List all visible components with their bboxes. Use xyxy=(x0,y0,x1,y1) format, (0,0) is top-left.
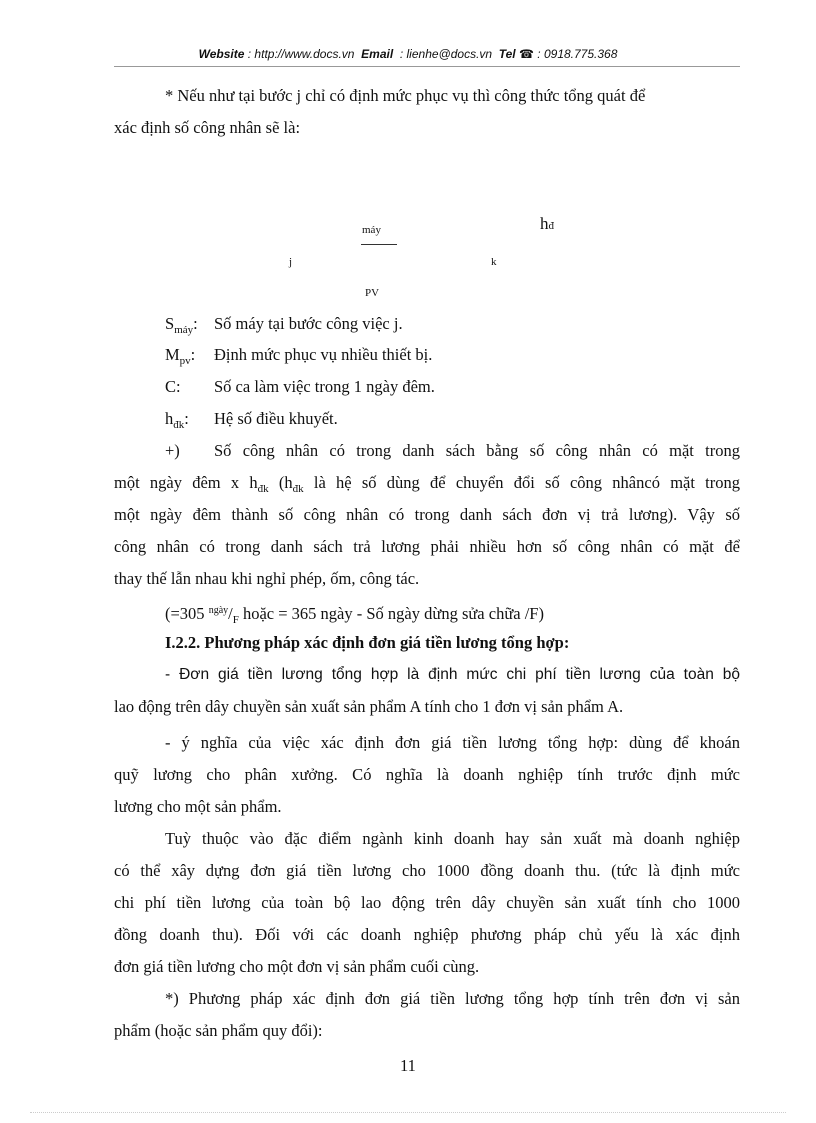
intro-line-2: xác định số công nhân sẽ là: xyxy=(114,118,301,137)
para3-line-5: đơn giá tiền lương cho một đơn vị sản phẩm cuối cùng. xyxy=(114,957,480,976)
header-divider xyxy=(114,66,740,67)
footer-divider xyxy=(30,1112,786,1113)
def-text-c: Số ca làm việc trong 1 ngày đêm. xyxy=(214,377,435,396)
def-text-smay: Số máy tại bước công việc j. xyxy=(214,314,403,333)
note-line-3: một ngày đêm thành số công nhân có trong danh sách đơn vị trả lương). Vậy số xyxy=(114,505,740,524)
para3-line-3: chi phí tiền lương của toàn bộ lao động trên dây chuyền sản xuất tính cho 1000 xyxy=(114,893,740,912)
def-symbol-smay: $S_{máy}$: xyxy=(165,314,198,336)
note-line-4: công nhân có trong danh sách trả lương phải nhiều hơn số công nhân có mặt để xyxy=(114,537,740,556)
para3-line-4: đồng doanh thu). Đối với các doanh nghiệp phương pháp chủ yếu là xác định xyxy=(114,925,740,944)
formula-may: máy xyxy=(362,224,381,236)
def-symbol-mpv: $M_{pv}$: xyxy=(165,345,196,367)
email-value: : lienhe@docs.vn xyxy=(399,47,493,61)
para4-line-2: phẩm (hoặc sản phẩm quy đổi): xyxy=(114,1021,323,1040)
para3-line-1: Tuỳ thuộc vào đặc điểm ngành kinh doanh hay sản xuất mà doanh nghiệp xyxy=(165,829,740,848)
formula-j: j xyxy=(289,256,293,268)
para2-line-3: lương cho một sản phẩm. xyxy=(114,797,282,816)
para3-line-2: có thể xây dựng đơn giá tiền lương cho 1000 đồng doanh thu. (tức là định mức xyxy=(114,861,740,880)
section-title: I.2.2. Phương pháp xác định đơn giá tiền lương tổng hợp: xyxy=(165,633,570,652)
intro-line-1: * Nếu như tại bước j chỉ có định mức phục vụ thì công thức tổng quát để xyxy=(165,86,646,105)
para2-line-2: quỹ lương cho phân xưởng. Có nghĩa là doanh nghiệp tính trước định mức xyxy=(114,765,740,784)
tel-value: : 0918.775.368 xyxy=(537,47,618,61)
page-header xyxy=(0,47,816,61)
tel-label: Tel xyxy=(498,47,516,61)
def-symbol-hdk: $h_{đk}$: xyxy=(165,409,189,431)
formula-k: k xyxy=(491,256,497,268)
phone-icon: ☎ xyxy=(519,47,534,61)
def-text-mpv: Định mức phục vụ nhiều thiết bị. xyxy=(214,345,433,364)
website-label: Website xyxy=(198,47,245,61)
def-text-hdk: Hệ số điều khuyết. xyxy=(214,409,338,428)
para1-line-2: lao động trên dây chuyền sản xuất sản phẩm A tính cho 1 đơn vị sản phẩm A. xyxy=(114,697,624,716)
def-symbol-c: C: xyxy=(165,377,181,396)
email-label: Email xyxy=(361,47,394,61)
para2-line-1: - ý nghĩa của việc xác định đơn giá tiền lương tổng hợp: dùng để khoán xyxy=(165,733,740,752)
note-line-1: Số công nhân có trong danh sách bằng số công nhân có mặt trong xyxy=(214,441,740,460)
website-value: : http://www.docs.vn xyxy=(247,47,355,61)
days-formula: (=305 $^{ngày}/_F$ hoặc = 365 ngày - Số ngày dừng sửa chữa /F) xyxy=(165,604,544,626)
note-marker: +) xyxy=(165,441,180,460)
formula-pv: PV xyxy=(365,287,380,299)
formula-h: hđ xyxy=(540,214,554,233)
note-line-5: thay thế lẫn nhau khi nghỉ phép, ốm, công tác. xyxy=(114,569,420,588)
para4-line-1: *) Phương pháp xác định đơn giá tiền lương tổng hợp tính trên đơn vị sản xyxy=(165,989,740,1008)
para1-line-1: - Đơn giá tiền lương tổng hợp là định mức chi phí tiền lương của toàn bộ xyxy=(165,666,740,683)
page-number: 11 xyxy=(400,1056,416,1075)
fraction-line xyxy=(361,244,397,245)
note-line-2: một ngày đêm x $h_{đk}$ ($h_{đk}$ là hệ số dùng để chuyển đổi số công nhâncó mặt trong xyxy=(114,473,741,495)
